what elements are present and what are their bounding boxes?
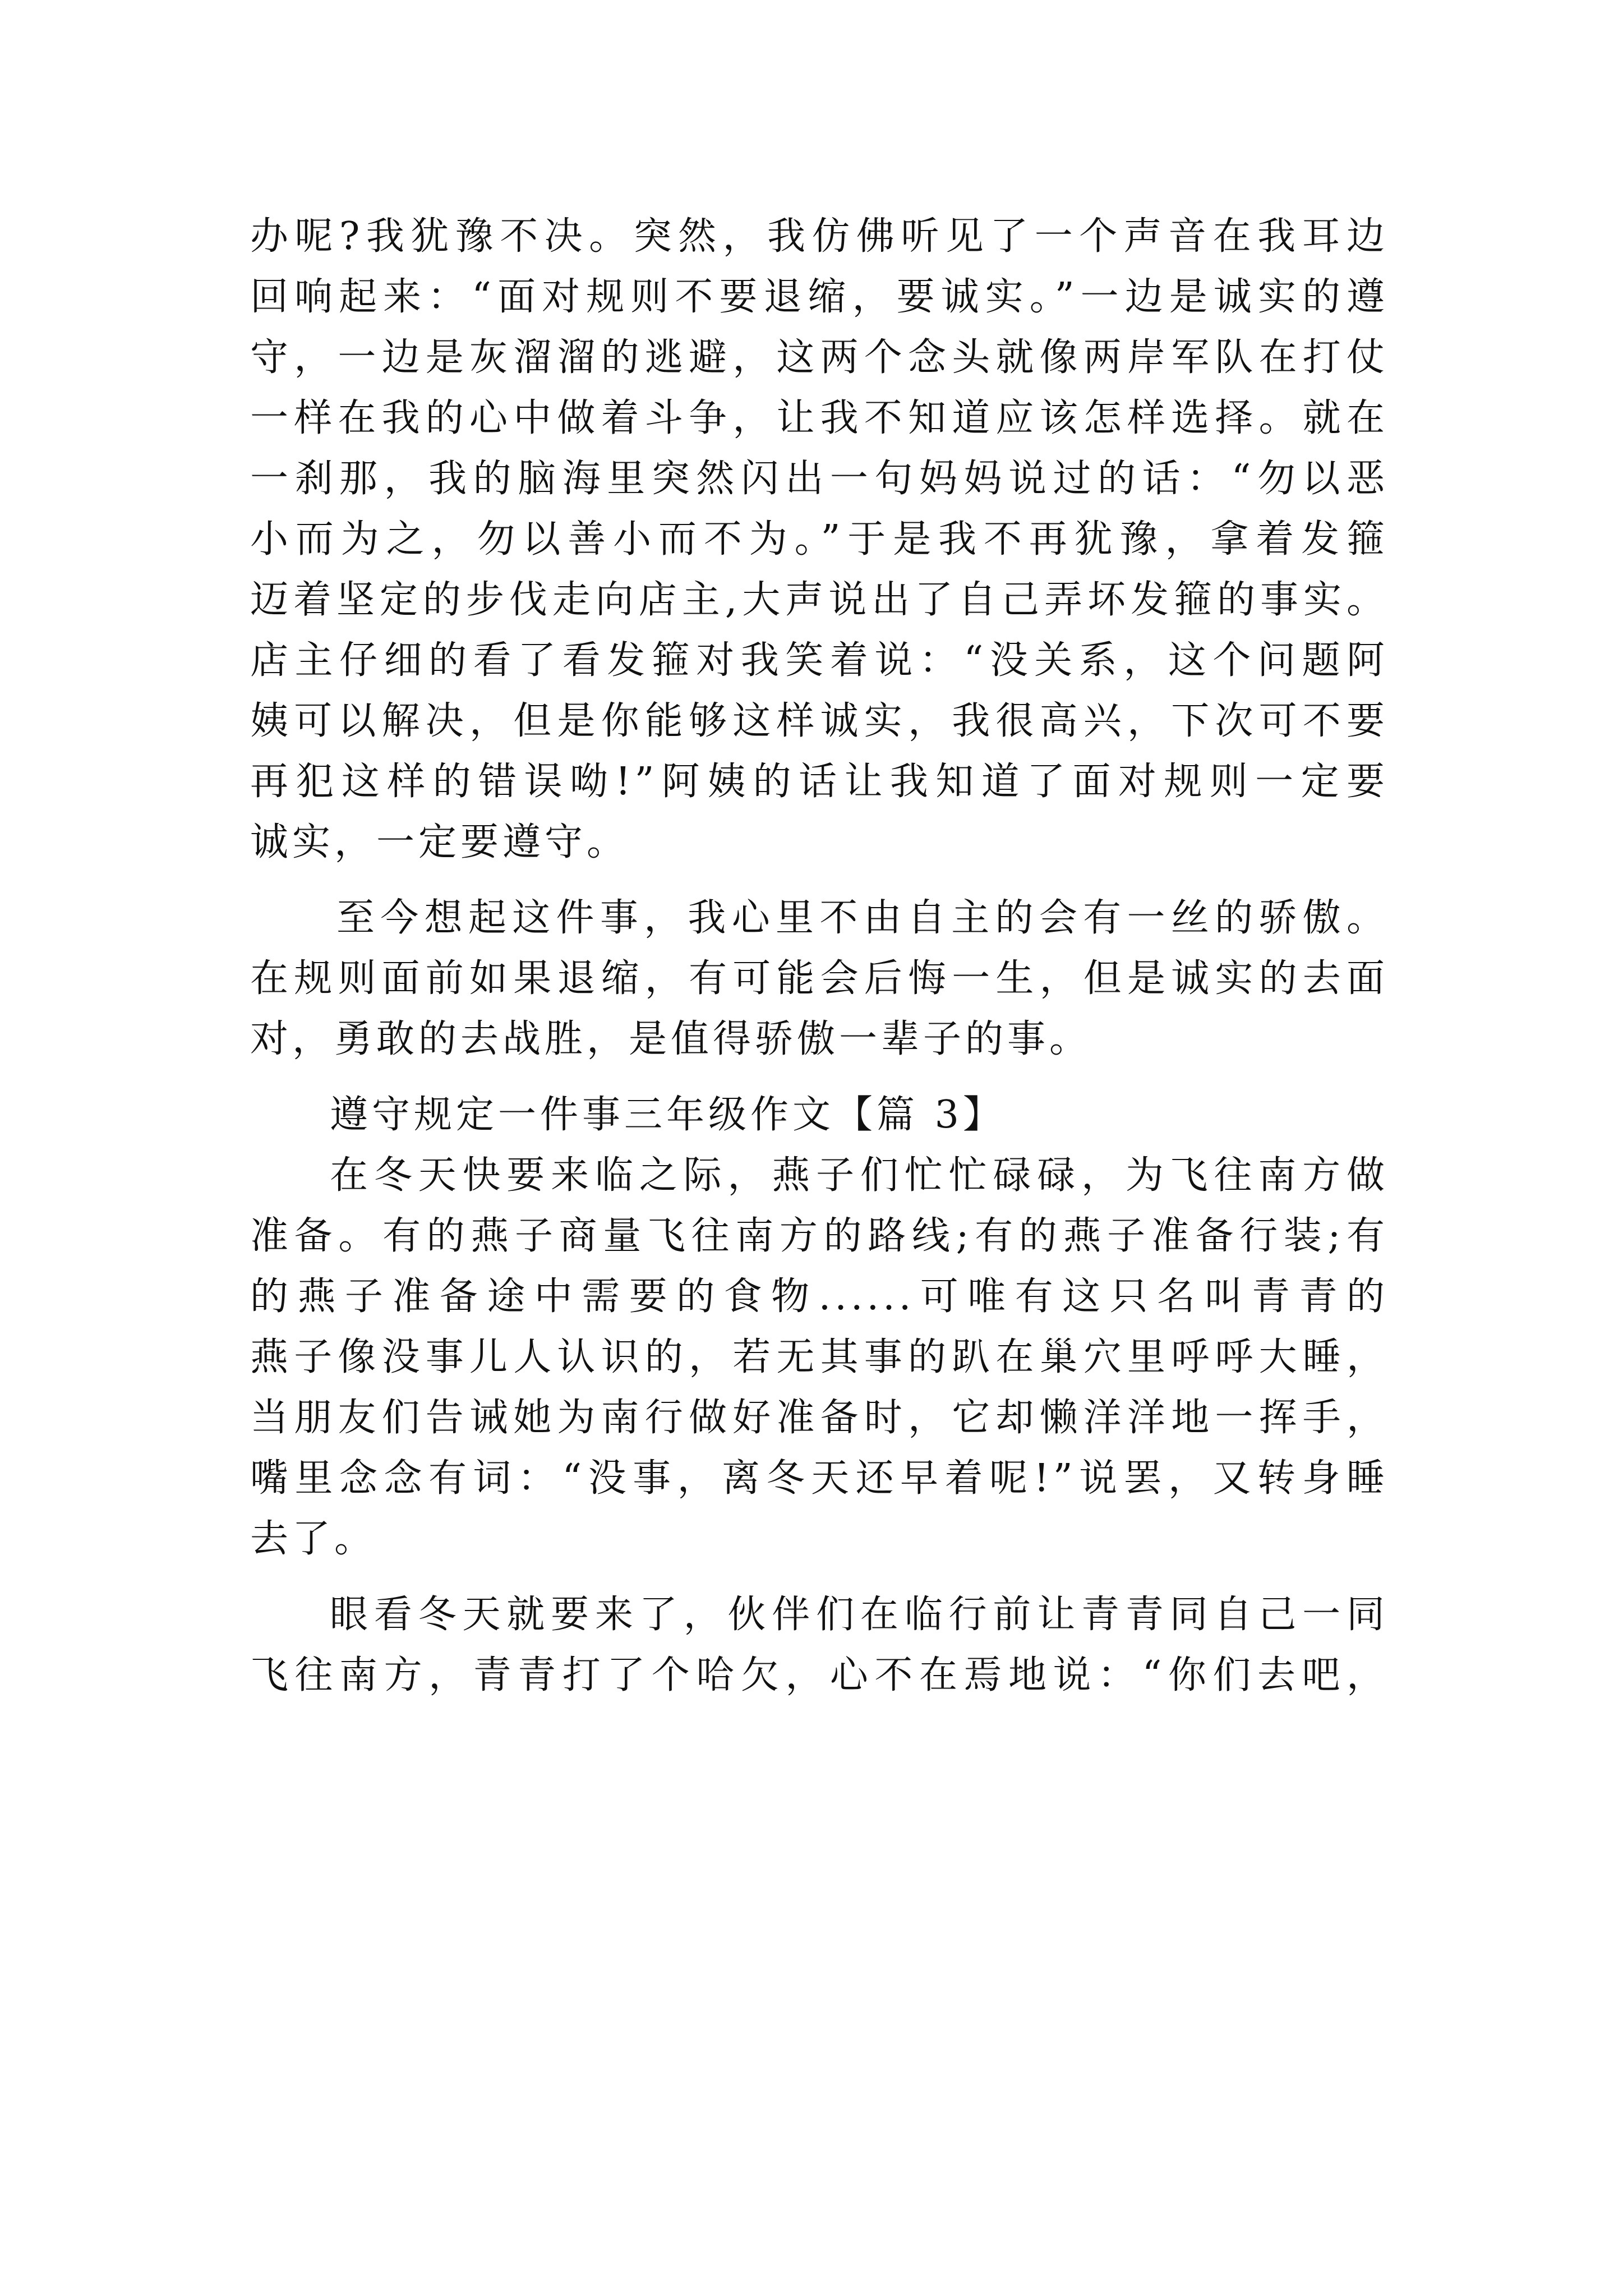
text-line: 眼看冬天就要来了，伙伴们在临行前让青青同自己一同: [330, 1593, 1389, 1637]
text-line: 在冬天快要来临之际，燕子们忙忙碌碌，为飞往南方做: [330, 1153, 1389, 1198]
text-line: 嘴里念念有词：“没事，离冬天还早着呢!”说罢，又转身睡: [250, 1456, 1389, 1501]
paragraph-gap: [250, 1570, 1389, 1585]
section-heading: 遵守规定一件事三年级作文【篇 3】: [330, 1093, 1005, 1137]
text-line: 姨可以解决，但是你能够这样诚实，我很高兴，下次可不要: [250, 699, 1389, 743]
text-line: 至今想起这件事，我心里不由自主的会有一丝的骄傲。: [336, 896, 1389, 940]
document-body: [250, 206, 1389, 1706]
paragraph: [250, 1145, 1389, 1570]
text-line: 回响起来：“面对规则不要退缩，要诚实。”一边是诚实的遵: [250, 275, 1389, 319]
text-line: 飞往南方，青青打了个哈欠，心不在焉地说：“你们去吧，: [250, 1653, 1389, 1697]
text-line: 一样在我的心中做着斗争，让我不知道应该怎样选择。就在: [250, 396, 1389, 440]
text-line: 燕子像没事儿人认识的，若无其事的趴在巢穴里呼呼大睡，: [250, 1335, 1389, 1379]
text-line: 再犯这样的错误呦!”阿姨的话让我知道了面对规则一定要: [250, 760, 1389, 804]
paragraph: [250, 888, 1389, 1070]
text-line: 守，一边是灰溜溜的逃避，这两个念头就像两岸军队在打仗: [250, 335, 1389, 380]
text-line: 对，勇敢的去战胜，是值得骄傲一辈子的事。: [250, 1017, 1092, 1061]
text-line: 的燕子准备途中需要的食物......可唯有这只名叫青青的: [250, 1274, 1389, 1319]
text-line: 办呢?我犹豫不决。突然，我仿佛听见了一个声音在我耳边: [250, 214, 1389, 259]
text-line: 小而为之，勿以善小而不为。”于是我不再犹豫，拿着发箍: [250, 517, 1389, 562]
text-line: 迈着坚定的步伐走向店主,大声说出了自己弄坏发箍的事实。: [250, 578, 1389, 622]
paragraph: [250, 1585, 1389, 1706]
paragraph: [250, 206, 1389, 873]
text-line: 一刹那，我的脑海里突然闪出一句妈妈说过的话：“勿以恶: [250, 457, 1389, 501]
text-line: 店主仔细的看了看发箍对我笑着说：“没关系，这个问题阿: [250, 638, 1389, 683]
text-line: 在规则面前如果退缩，有可能会后悔一生，但是诚实的去面: [250, 956, 1389, 1001]
paragraph-gap: [250, 873, 1389, 888]
text-line: 诚实，一定要遵守。: [250, 820, 629, 864]
text-line: 当朋友们告诫她为南行做好准备时，它却懒洋洋地一挥手，: [250, 1396, 1389, 1440]
paragraph-gap: [250, 1070, 1389, 1085]
text-line: 准备。有的燕子商量飞往南方的路线;有的燕子准备行装;有: [250, 1214, 1389, 1258]
text-line: 去了。: [250, 1517, 377, 1561]
